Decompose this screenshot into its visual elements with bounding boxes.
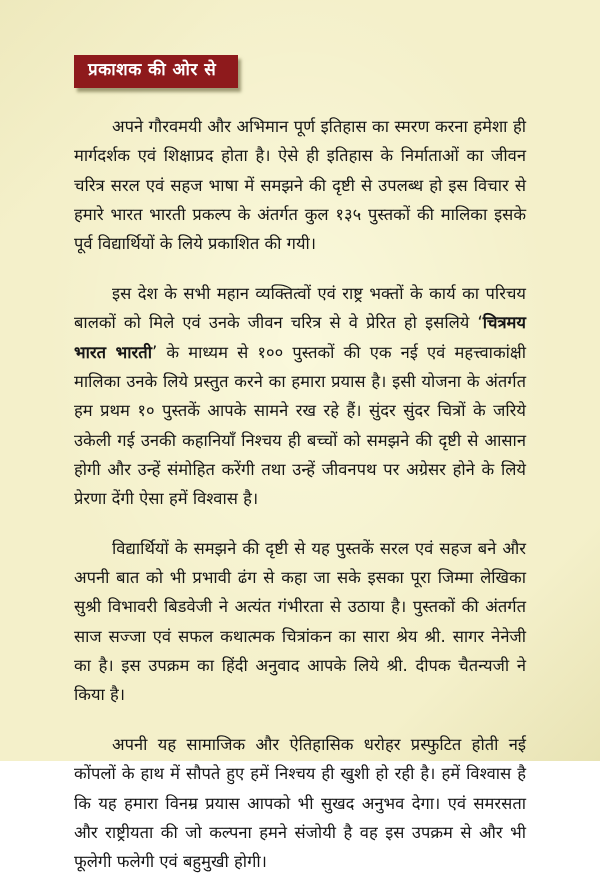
paragraph-3: विद्यार्थियों के समझने की दृष्टी से यह पुस्तकें सरल एवं सहज बने और अपनी बात को भी प्रभावी ढंग से कहा जा सके इसका पूरा जिम्मा लेखिका सुश्री विभावरी बिडवेजी ने अत्यंत गंभीरता से उठाया है। पुस्तकों की अंतर्गत साज सज्जा एवं सफल कथात्मक चित्रांकन का सारा श्रेय श्री. सागर नेनेजी का है। इस उपक्रम का हिंदी अनुवाद आपके लिये श्री. दीपक चैतन्यजी ने किया है। [74,538,526,705]
paragraph-1: अपने गौरवमयी और अभिमान पूर्ण इतिहास का स्मरण करना हमेशा ही मार्गदर्शक एवं शिक्षाप्रद होता है। ऐसे ही इतिहास के निर्माताओं का जीवन चरित्र सरल एवं सहज भाषा में समझने की दृष्टी से उपलब्ध हो इस विचार से हमारे भारत भारती प्रकल्प के अंतर्गत कुल १३५ पुस्तकों की मालिका इसके पूर्व विद्यार्थियों के लिये प्रकाशित की गयी। [74,117,526,254]
page-body-text [74,112,526,877]
paragraph-2 [74,279,526,514]
section-header-text: प्रकाशक की ओर से [88,60,217,80]
paragraph-4: अपनी यह सामाजिक और ऐतिहासिक धरोहर प्रस्फुटित होती नई कोंपलों के हाथ में सौपते हुए हमें निश्चय ही खुशी हो रही है। हमें विश्वास है कि यह हमारा विनम्र प्रयास आपको भी सुखद अनुभव देगा। एवं समरसता और राष्ट्रीयता की जो कल्पना हमने संजोयी है वह इस उपक्रम से और भी फूलेगी फलेगी एवं बहुमुखी होगी। [74,734,526,872]
paragraph-2-series-title: चित्रमय भारत भारती [74,313,526,362]
paragraph-2-text-pre: इस देश के सभी महान व्यक्तित्वों एवं राष्ट्र भक्तों के कार्य का परिचय बालकों को मिले एवं उनके जीवन चरित्र से वे प्रेरित हो इसलिये ‘ [74,283,526,333]
paragraph-2-text-post: ’ के माध्यम से १०० पुस्तकों की एक नई एवं महत्त्वाकांक्षी मालिका उनके लिये प्रस्तुत करने का हमारा प्रयास है। इसी योजना के अंतर्गत हम प्रथम १० पुस्तकें आपके सामने रख रहे हैं। सुंदर सुंदर चित्रों के जरिये उकेली गई उनकी कहानियाँ निश्चय ही बच्चों को समझने की दृष्टी से आसान होगी और उन्हें संमोहित करेंगी तथा उन्हें जीवनपथ पर अग्रेसर होने के लिये प्रेरणा देंगी ऐसा हमें विश्वास है। [74,342,526,509]
section-header-badge [74,55,238,88]
